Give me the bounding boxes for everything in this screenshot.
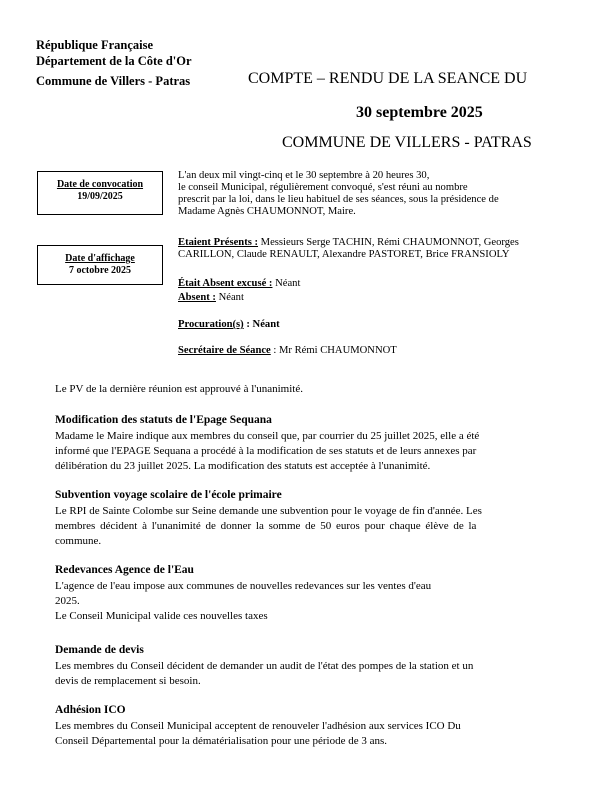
section-body [55, 429, 577, 474]
section-line: 2025. [55, 595, 80, 607]
secretaire-value: : Mr Rémi CHAUMONNOT [270, 345, 397, 356]
section-line: devis de remplacement si besoin. [55, 675, 201, 687]
section-line: L'agence de l'eau impose aux communes de nouvelles redevances sur les ventes d'eau [55, 580, 432, 592]
absent-line [178, 292, 244, 304]
convocation-label: Date de convocation [56, 179, 144, 190]
absent-excuse-label: Était Absent excusé : [178, 278, 273, 289]
header-country: République Française [36, 38, 154, 52]
presents-label: Etaient Présents : [178, 237, 259, 248]
procuration-line [178, 319, 280, 331]
section-line: Les membres du Conseil Municipal acceptent de renouveler l'adhésion aux services ICO Du [55, 720, 461, 732]
absent-excuse-line [178, 278, 300, 290]
section-line: Conseil Départemental pour la dématérialisation pour une période de 3 ans. [55, 735, 388, 747]
section-body [55, 504, 577, 549]
intro-line: prescrit par la loi, dans le lieu habituel de ses séances, sous la présidence de [178, 194, 499, 205]
header-commune: Commune de Villers - Patras [36, 74, 191, 88]
header-department: Département de la Côte d'Or [36, 54, 192, 68]
section-title: Modification des statuts de l'Epage Sequana [55, 414, 272, 426]
presents-block [178, 237, 519, 261]
absent-label: Absent : [178, 292, 216, 303]
section-line: informé que l'EPAGE Sequana a procédé à la modification de ses statuts et de leurs annexes par [55, 445, 477, 457]
section-line: Les membres du Conseil décident de demander un audit de l'état des pompes de la station et un [55, 660, 474, 672]
intro-line: Madame Agnès CHAUMONNOT, Maire. [178, 206, 356, 217]
pv-approval: Le PV de la dernière réunion est approuvé à l'unanimité. [55, 383, 303, 395]
presents-names-cont: CARILLON, Claude RENAULT, Alexandre PASTORET, Brice FRANSIOLY [178, 249, 510, 260]
section-line: Madame le Maire indique aux membres du conseil que, par courrier du 25 juillet 2025, elle a été [55, 430, 480, 442]
intro-paragraph [178, 170, 499, 218]
procuration-label: Procuration(s) [178, 319, 244, 330]
section-line: délibération du 23 juillet 2025. La modification des statuts est acceptée à l'unanimité. [55, 460, 431, 472]
absent-value: Néant [215, 292, 244, 303]
section-title: Adhésion ICO [55, 704, 126, 716]
section-line: Le Conseil Municipal valide ces nouvelles taxes [55, 610, 268, 622]
convocation-box [37, 171, 163, 215]
presents-names: Messieurs Serge TACHIN, Rémi CHAUMONNOT, Georges [258, 237, 519, 248]
section-title: Redevances Agence de l'Eau [55, 564, 194, 576]
section-body [55, 659, 577, 689]
section-line: membres décident à l'unanimité de donner la somme de 50 euros pour chaque élève de la [55, 520, 477, 532]
intro-line: le conseil Municipal, régulièrement convoqué, s'est réuni au nombre [178, 182, 468, 193]
affichage-box [37, 245, 163, 285]
section-body [55, 579, 577, 624]
secretaire-line [178, 345, 397, 357]
convocation-date: 19/09/2025 [77, 191, 123, 202]
section-title: Demande de devis [55, 644, 144, 656]
section-line: Le RPI de Sainte Colombe sur Seine demande une subvention pour le voyage de fin d'année. Les [55, 505, 482, 517]
intro-line: L'an deux mil vingt-cinq et le 30 septembre à 20 heures 30, [178, 170, 430, 181]
section-body [55, 719, 577, 749]
affichage-label: Date d'affichage [65, 253, 135, 264]
page-title: COMPTE – RENDU DE LA SEANCE DU [248, 70, 528, 87]
section-title: Subvention voyage scolaire de l'école primaire [55, 489, 282, 501]
section-line: commune. [55, 535, 102, 547]
page-title-date: 30 septembre 2025 [356, 104, 483, 121]
secretaire-label: Secrétaire de Séance [178, 345, 271, 356]
procuration-value: : Néant [243, 319, 280, 330]
page-subtitle: COMMUNE DE VILLERS - PATRAS [282, 134, 532, 151]
affichage-date: 7 octobre 2025 [68, 265, 132, 276]
absent-excuse-value: Néant [272, 278, 301, 289]
